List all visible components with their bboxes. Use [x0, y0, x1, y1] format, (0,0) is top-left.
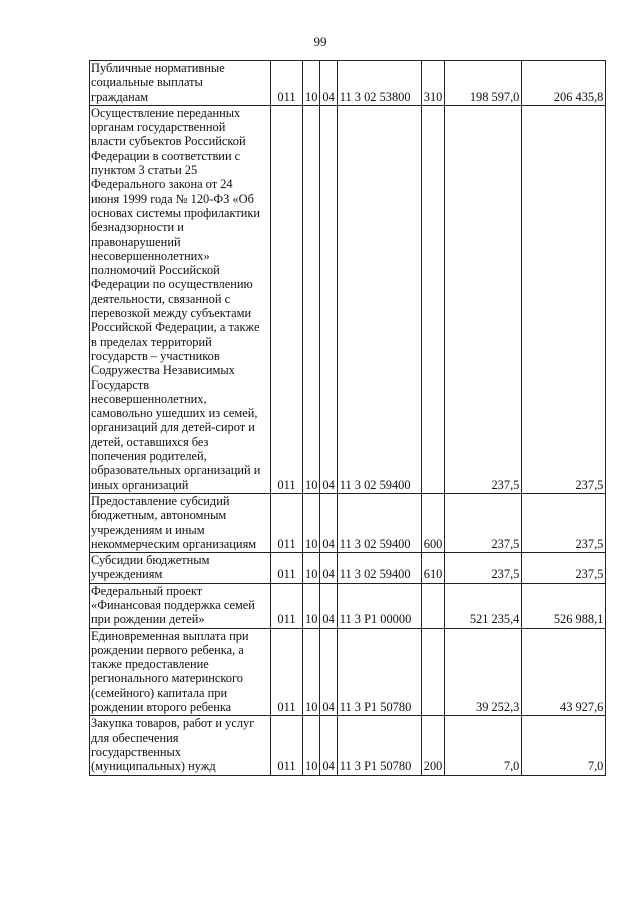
item-name-line: Субсидии бюджетным [91, 553, 210, 568]
expense-type-cell: 200 [421, 716, 445, 775]
item-name-line: Предоставление субсидий [91, 493, 230, 508]
item-name-line: (семейного) капитала при [91, 685, 228, 700]
item-name-line: Федерации по осуществлению [91, 277, 253, 292]
amount-year-1-cell: 237,5 [445, 493, 522, 552]
subsection-code-cell: 04 [320, 105, 337, 493]
item-name-line: пунктом 3 статьи 25 [91, 163, 198, 178]
item-name-line: самовольно ушедших из семей, [91, 406, 258, 421]
table-row [90, 553, 606, 584]
amount-year-1-cell: 39 252,3 [445, 628, 522, 716]
section-code-cell: 10 [303, 61, 320, 106]
item-name-cell [90, 628, 271, 716]
amount-year-2-cell: 206 435,8 [522, 61, 606, 106]
table-row [90, 716, 606, 775]
item-name-line: Федерального закона от 24 [91, 177, 233, 192]
expense-type-cell: 310 [421, 61, 445, 106]
item-name-line: несовершеннолетних» [91, 248, 210, 263]
section-code-cell: 10 [303, 583, 320, 628]
item-name-line: для обеспечения [91, 730, 179, 745]
item-name-line: несовершеннолетних, [91, 391, 207, 406]
item-name-line: Содружества Независимых [91, 363, 235, 378]
table-row [90, 493, 606, 552]
amount-year-2-cell: 526 988,1 [522, 583, 606, 628]
table-row [90, 628, 606, 716]
item-name-line: государств – участников [91, 348, 220, 363]
expense-type-cell [421, 105, 445, 493]
section-code-cell: 10 [303, 716, 320, 775]
section-code-cell: 10 [303, 493, 320, 552]
amount-year-1-cell: 521 235,4 [445, 583, 522, 628]
program-code-cell: 11 3 02 59400 [337, 493, 421, 552]
program-code-cell: 11 3 Р1 50780 [337, 716, 421, 775]
amount-year-2-cell: 237,5 [522, 553, 606, 584]
ministry-code-cell: 011 [271, 61, 303, 106]
table-body [90, 61, 606, 776]
item-name-line: бюджетным, автономным [91, 508, 227, 523]
expense-type-cell [421, 628, 445, 716]
item-name-line: Федерации в соответствии с [91, 148, 241, 163]
program-code-cell: 11 3 Р1 00000 [337, 583, 421, 628]
item-name-line: Российской Федерации, а также [91, 320, 260, 335]
budget-table [89, 60, 606, 776]
program-code-cell: 11 3 Р1 50780 [337, 628, 421, 716]
amount-year-1-cell: 7,0 [445, 716, 522, 775]
subsection-code-cell: 04 [320, 493, 337, 552]
item-name-line: органам государственной [91, 120, 226, 135]
item-name-line: Публичные нормативные [91, 61, 225, 75]
item-name-line: (муниципальных) нужд [91, 759, 216, 774]
page-number: 99 [313, 34, 327, 49]
item-name-cell [90, 61, 271, 106]
table-row [90, 583, 606, 628]
subsection-code-cell: 04 [320, 583, 337, 628]
expense-type-cell [421, 583, 445, 628]
section-code-cell: 10 [303, 628, 320, 716]
item-name-line: «Финансовая поддержка семей [91, 597, 255, 612]
amount-year-2-cell: 43 927,6 [522, 628, 606, 716]
table-row [90, 105, 606, 493]
item-name-line: Единовременная выплата при [91, 628, 249, 643]
item-name-line: при рождении детей» [91, 612, 205, 627]
item-name-line: в пределах территорий [91, 334, 212, 349]
item-name-line: деятельности, связанной с [91, 291, 231, 306]
ministry-code-cell: 011 [271, 105, 303, 493]
item-name-line: регионального материнского [91, 671, 243, 686]
item-name-line: детей, оставшихся без [91, 434, 209, 449]
item-name-line: учреждениям и иным [91, 522, 205, 537]
item-name-line: гражданам [91, 89, 149, 104]
amount-year-2-cell: 7,0 [522, 716, 606, 775]
item-name-line: учреждениям [91, 567, 163, 582]
item-name-line: Государств [91, 377, 150, 392]
item-name-line: июня 1999 года № 120-ФЗ «Об [91, 191, 254, 206]
amount-year-1-cell: 237,5 [445, 553, 522, 584]
ministry-code-cell: 011 [271, 553, 303, 584]
item-name-line: власти субъектов Российской [91, 134, 246, 149]
item-name-line: государственных [91, 744, 182, 759]
item-name-line: рождении второго ребенка [91, 700, 232, 715]
item-name-line: правонарушений [91, 234, 181, 249]
item-name-line: организаций для детей-сирот и [91, 420, 255, 435]
program-code-cell: 11 3 02 53800 [337, 61, 421, 106]
item-name-cell [90, 583, 271, 628]
item-name-line: иных организаций [91, 477, 189, 492]
ministry-code-cell: 011 [271, 716, 303, 775]
subsection-code-cell: 04 [320, 553, 337, 584]
item-name-line: перевозкой между субъектами [91, 306, 252, 321]
amount-year-1-cell: 198 597,0 [445, 61, 522, 106]
ministry-code-cell: 011 [271, 493, 303, 552]
item-name-line: Федеральный проект [91, 583, 203, 598]
table-row [90, 61, 606, 106]
item-name-line: основах системы профилактики [91, 205, 261, 220]
item-name-line: рождении первого ребенка, а [91, 642, 244, 657]
program-code-cell: 11 3 02 59400 [337, 105, 421, 493]
item-name-cell [90, 493, 271, 552]
item-name-line: Закупка товаров, работ и услуг [91, 716, 255, 731]
section-code-cell: 10 [303, 105, 320, 493]
section-code-cell: 10 [303, 553, 320, 584]
item-name-line: попечения родителей, [91, 449, 207, 464]
amount-year-2-cell: 237,5 [522, 105, 606, 493]
item-name-line: социальные выплаты [91, 75, 203, 90]
item-name-line: некоммерческим организациям [91, 536, 257, 551]
item-name-cell [90, 553, 271, 584]
program-code-cell: 11 3 02 59400 [337, 553, 421, 584]
subsection-code-cell: 04 [320, 628, 337, 716]
item-name-cell [90, 105, 271, 493]
subsection-code-cell: 04 [320, 716, 337, 775]
item-name-line: Осуществление переданных [91, 105, 241, 120]
expense-type-cell: 600 [421, 493, 445, 552]
amount-year-1-cell: 237,5 [445, 105, 522, 493]
expense-type-cell: 610 [421, 553, 445, 584]
ministry-code-cell: 011 [271, 628, 303, 716]
amount-year-2-cell: 237,5 [522, 493, 606, 552]
ministry-code-cell: 011 [271, 583, 303, 628]
item-name-line: образовательных организаций и [91, 463, 261, 478]
item-name-line: полномочий Российской [91, 263, 220, 278]
item-name-cell [90, 716, 271, 775]
subsection-code-cell: 04 [320, 61, 337, 106]
item-name-line: безнадзорности и [91, 220, 184, 235]
item-name-line: также предоставление [91, 657, 209, 672]
